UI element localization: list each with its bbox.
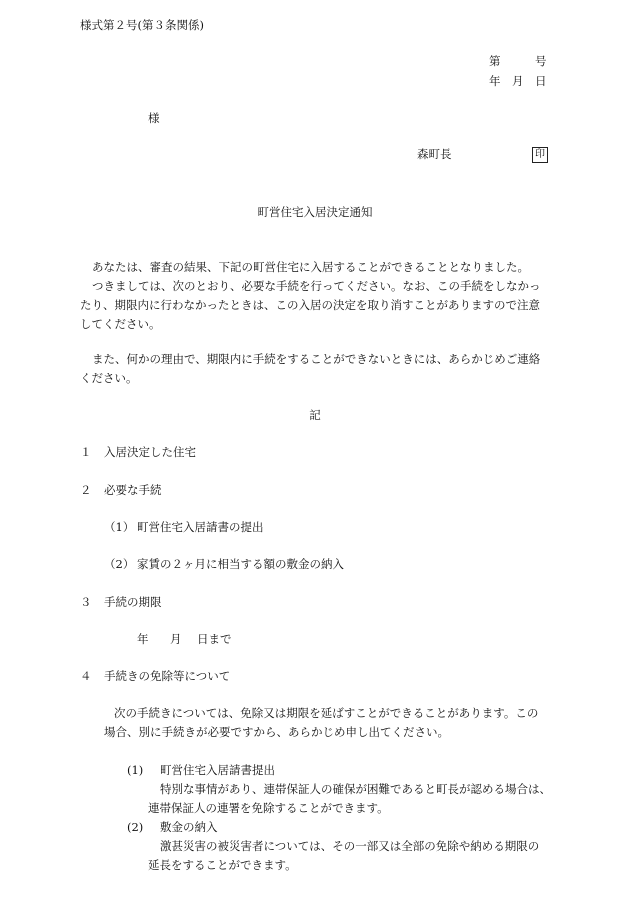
item-2-sub-1-text: 町営住宅入居請書の提出 xyxy=(137,520,264,534)
deadline-month-label: 月 xyxy=(170,632,182,646)
item-4-sub-1-number: (1) xyxy=(127,763,144,777)
doc-number-prefix: 第 xyxy=(489,54,501,68)
item-1-number: １ xyxy=(80,445,92,459)
document-title: 町営住宅入居決定通知 xyxy=(257,205,373,219)
item-4-sub-2-number: (2) xyxy=(127,820,144,834)
item-4-text: 手続きの免除等について xyxy=(104,669,231,683)
body-paragraph-2-line-1: つきましては、次のとおり、必要な手続を行ってください。なお、この手続をしなかっ xyxy=(92,279,541,293)
item-4-sub-1-line-2: 連帯保証人の連署を免除することができます。 xyxy=(148,801,389,815)
issuer-name: 森町長 xyxy=(417,147,452,161)
item-2-sub-1-number: （1） xyxy=(104,520,135,534)
addressee-suffix: 様 xyxy=(148,111,160,125)
item-2-number: ２ xyxy=(80,483,92,497)
date-year-label: 年 xyxy=(489,74,501,88)
body-paragraph-2-line-3: してください。 xyxy=(80,317,161,331)
item-3-text: 手続の期限 xyxy=(104,595,162,609)
item-4-paragraph-line-2: 場合、別に手続きが必要ですから、あらかじめ申し出てください。 xyxy=(104,725,449,739)
item-2-sub-2-number: （2） xyxy=(104,557,135,571)
item-4-sub-1-line-1: 特別な事情があり、連帯保証人の確保が困難であると町長が認める場合は、 xyxy=(160,782,551,796)
item-4-sub-2-title: 敷金の納入 xyxy=(160,820,218,834)
item-1-text: 入居決定した住宅 xyxy=(104,445,196,459)
deadline-year-label: 年 xyxy=(137,632,149,646)
item-4-sub-2-line-1: 激甚災害の被災害者については、その一部又は全部の免除や納める期限の xyxy=(160,839,540,853)
item-2-sub-2-text: 家賃の２ヶ月に相当する額の敷金の納入 xyxy=(137,557,344,571)
ki-heading: 記 xyxy=(309,408,321,422)
form-number: 様式第２号(第３条関係) xyxy=(80,18,204,32)
deadline-day-label: 日まで xyxy=(197,632,232,646)
item-3-number: ３ xyxy=(80,595,92,609)
item-4-sub-1-title: 町営住宅入居請書提出 xyxy=(160,763,275,777)
body-paragraph-2-line-2: たり、期限内に行わなかったときは、この入居の決定を取り消すことがありますので注意 xyxy=(80,298,540,312)
body-paragraph-3-line-1: また、何かの理由で、期限内に手続をすることができないときには、あらかじめご連絡 xyxy=(92,352,541,366)
body-paragraph-3-line-2: ください。 xyxy=(80,371,138,385)
item-4-number: ４ xyxy=(80,669,92,683)
seal-stamp: 印 xyxy=(532,147,548,163)
item-4-paragraph-line-1: 次の手続きについては、免除又は期限を延ばすことができることがあります。この xyxy=(114,706,539,720)
body-paragraph-1: あなたは、審査の結果、下記の町営住宅に入居することができることとなりました。 xyxy=(92,260,529,274)
doc-number-suffix: 号 xyxy=(535,54,547,68)
date-day-label: 日 xyxy=(535,74,547,88)
item-2-text: 必要な手続 xyxy=(104,483,162,497)
item-4-sub-2-line-2: 延長をすることができます。 xyxy=(148,858,297,872)
date-month-label: 月 xyxy=(512,74,524,88)
